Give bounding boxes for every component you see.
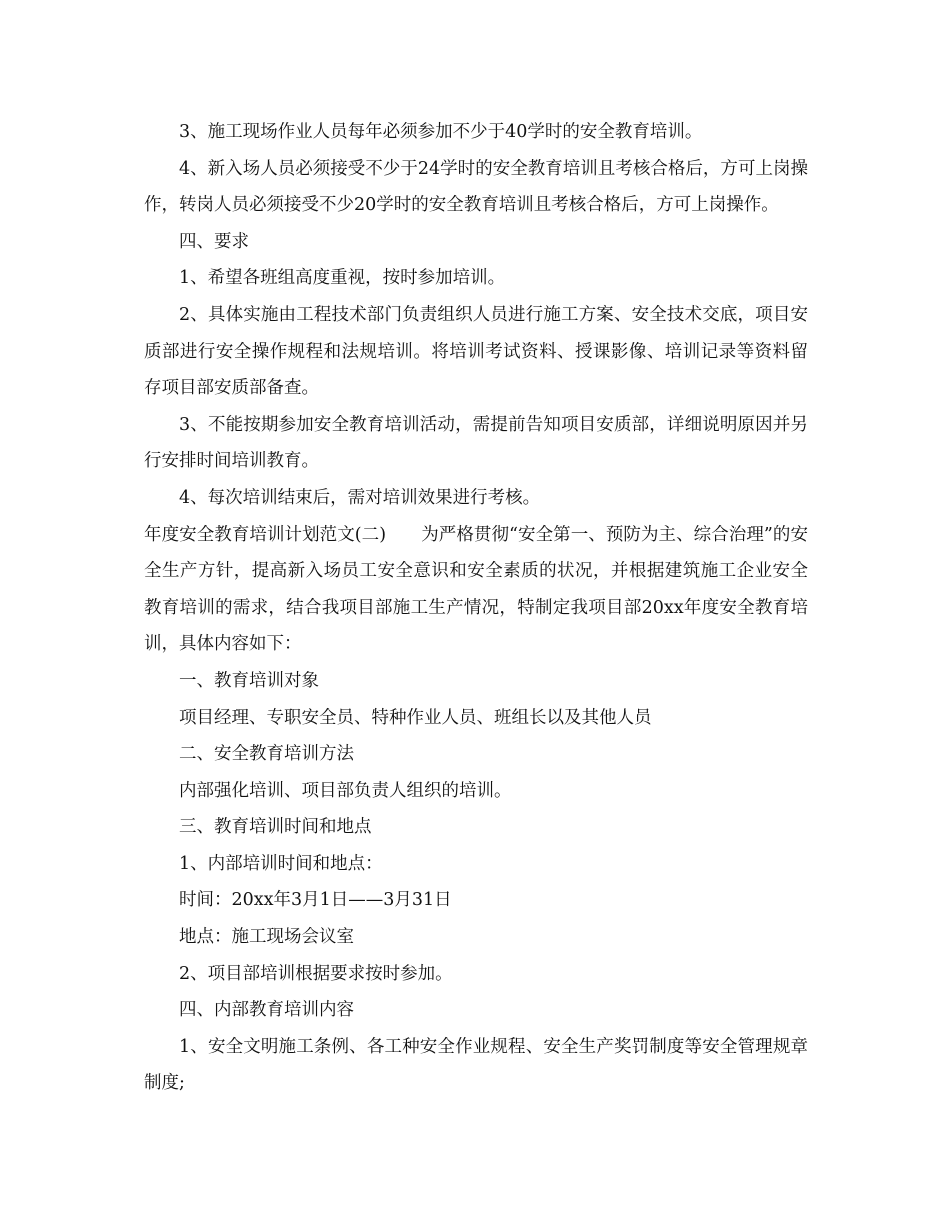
paragraph-item-3-training-hours: 3、施工现场作业人员每年必须参加不少于40学时的安全教育培训。 (179, 122, 703, 142)
paragraph-requirement-2: 2、具体实施由工程技术部门负责组织人员进行施工方案、安全技术交底，项目安质部进行安全操作规程和法规培训。将培训考试资料、授课影像、培训记录等资料留存项目部安质部备查。 (144, 304, 808, 399)
paragraph-requirement-3: 3、不能按期参加安全教育培训活动，需提前告知项目安质部，详细说明原因并另行安排时间培训教育。 (144, 414, 808, 472)
paragraph-item-4-new-workers: 4、新入场人员必须接受不少于24学时的安全教育培训且考核合格后，方可上岗操作，转岗人员必须接受不少20学时的安全教育培训且考核合格后，方可上岗操作。 (144, 158, 808, 216)
section-heading-internal-content: 四、内部教育培训内容 (179, 1000, 354, 1021)
section-heading-training-methods: 二、安全教育培训方法 (179, 744, 354, 765)
paragraph-plan-two-intro: 年度安全教育培训计划范文(二) 为严格贯彻“安全第一、预防为主、综合治理”的安全生产方针，提高新入场员工安全意识和安全素质的状况，并根据建筑施工企业安全教育培训的需求，结合我项目部施工生产情况，特制定我项目部20xx年度安全教育培训，具体内容如下： (144, 524, 808, 655)
paragraph-training-methods: 内部强化培训、项目部负责人组织的培训。 (179, 780, 512, 801)
section-heading-time-and-place: 三、教育培训时间和地点 (179, 817, 372, 838)
paragraph-internal-time-place: 1、内部培训时间和地点： (179, 853, 383, 874)
paragraph-training-targets: 项目经理、专职安全员、特种作业人员、班组长以及其他人员 (179, 707, 652, 728)
section-heading-requirements: 四、要求 (179, 231, 249, 252)
paragraph-project-training: 2、项目部培训根据要求按时参加。 (179, 963, 453, 984)
paragraph-training-location: 地点：施工现场会议室 (179, 927, 354, 948)
paragraph-requirement-4: 4、每次培训结束后，需对培训效果进行考核。 (179, 487, 541, 508)
document-body (144, 114, 808, 1102)
section-heading-training-targets: 一、教育培训对象 (179, 670, 319, 691)
paragraph-requirement-1: 1、希望各班组高度重视，按时参加培训。 (179, 268, 506, 289)
paragraph-training-time: 时间：20xx年3月1日——3月31日 (179, 890, 452, 911)
paragraph-content-item-1: 1、安全文明施工条例、各工种安全作业规程、安全生产奖罚制度等安全管理规章制度; (144, 1036, 808, 1094)
